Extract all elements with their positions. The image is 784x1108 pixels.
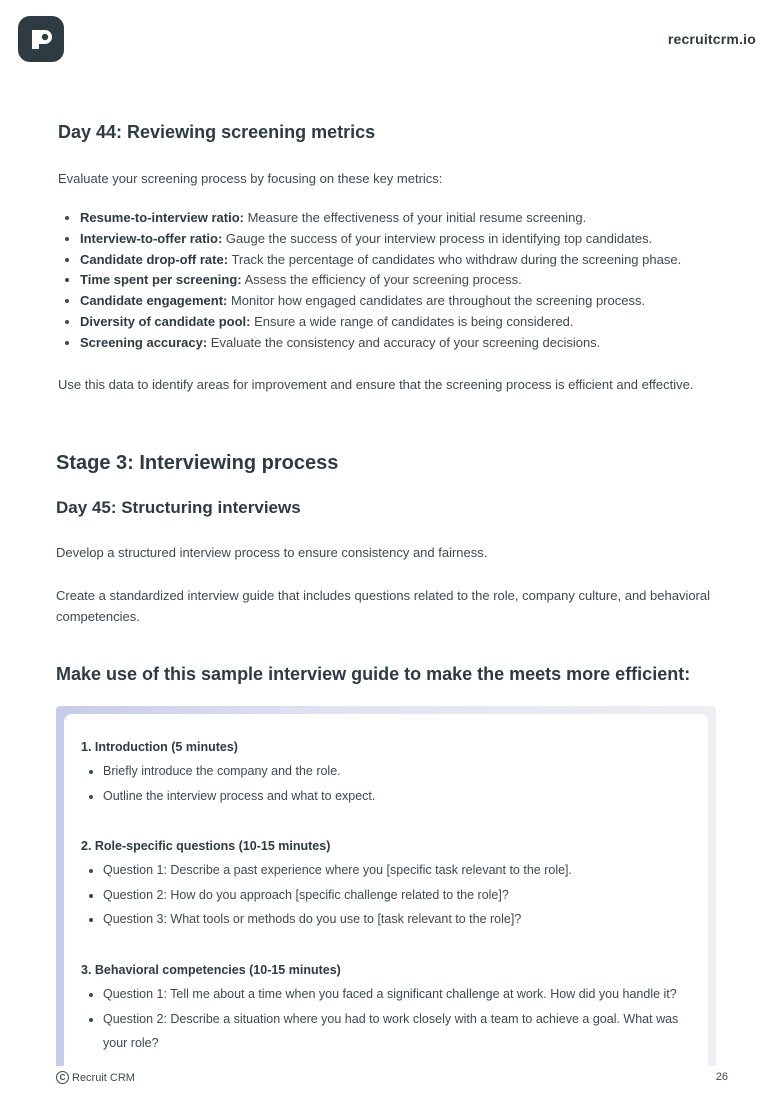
metric-term: Diversity of candidate pool:: [80, 313, 251, 329]
list-item: • Question 1: Describe a past experience where you [specific task relevant to the role].: [103, 858, 703, 883]
list-item: • Question 2: Describe a situation where you had to work closely with a team to achieve a goal. What was your role?: [103, 1007, 703, 1056]
list-item: [80, 312, 770, 333]
metric-term: Screening accuracy:: [80, 334, 208, 350]
metric-desc: Ensure a wide range of candidates is being considered.: [250, 313, 574, 329]
list-item: • Question 1: Tell me about a time when you faced a significant challenge at work. How did you handle it?: [103, 982, 703, 1007]
metric-term: Candidate engagement:: [80, 293, 228, 309]
day44-title: Day 44: Reviewing screening metrics: [58, 122, 376, 142]
recruitcrm-logo: [18, 16, 64, 62]
metric-term: Resume-to-interview ratio:: [80, 210, 244, 225]
list-item: [80, 333, 770, 354]
day45-paragraph-1: Develop a structured interview process to ensure consistency and fairness.: [56, 545, 488, 560]
list-item: [80, 250, 770, 271]
metrics-list: [58, 208, 770, 354]
guide-heading: Make use of this sample interview guide to make the meets more efficient:: [56, 664, 691, 684]
page-number: 26: [715, 1071, 728, 1083]
list-item: [80, 208, 770, 229]
day44-intro: Evaluate your screening process by focusing on these key metrics:: [58, 171, 443, 186]
guide-section-title: 1. Introduction (5 minutes): [81, 740, 238, 754]
list-item: • Question 2: How do you approach [specific challenge related to the role]?: [103, 883, 703, 908]
guide-section-title: 3. Behavioral competencies (10-15 minutes): [81, 963, 341, 977]
guide-section-list: [81, 858, 703, 932]
interview-guide-box: [56, 706, 716, 1066]
guide-section-list: [81, 982, 703, 1056]
recruitcrm-logo-icon: [18, 16, 64, 62]
list-item: • Outline the interview process and what to expect.: [103, 784, 703, 809]
guide-section-list: [81, 759, 703, 808]
day45-paragraph-2: Create a standardized interview guide that includes questions related to the role, company culture, and behavioral competencies.: [56, 588, 711, 624]
metric-term: Candidate drop-off rate:: [80, 251, 229, 267]
footer-company: [56, 1071, 135, 1084]
metric-desc: Measure the effectiveness of your initial resume screening.: [243, 210, 587, 225]
list-item: • Question 3: What tools or methods do you use to [task relevant to the role]?: [103, 907, 703, 932]
list-item: • Briefly introduce the company and the role.: [103, 759, 703, 784]
copyright-icon: C: [56, 1071, 69, 1084]
metric-desc: Gauge the success of your interview process in identifying top candidates.: [222, 230, 653, 246]
list-item: [80, 270, 770, 291]
footer-company-name: Recruit CRM: [72, 1071, 135, 1084]
guide-section-title: 2. Role-specific questions (10-15 minutes): [81, 839, 331, 853]
metric-desc: Assess the efficiency of your screening process.: [241, 272, 522, 288]
stage3-title: Stage 3: Interviewing process: [56, 452, 339, 474]
list-item: [80, 229, 770, 250]
interview-guide-content: [64, 714, 708, 1066]
day45-title: Day 45: Structuring interviews: [56, 498, 301, 517]
metric-desc: Monitor how engaged candidates are throughout the screening process.: [227, 293, 646, 309]
metric-term: Time spent per screening:: [80, 272, 242, 288]
day44-outro: Use this data to identify areas for improvement and ensure that the screening process is efficient and effective.: [58, 377, 694, 392]
metric-term: Interview-to-offer ratio:: [80, 230, 223, 246]
list-item: [80, 291, 770, 312]
metric-desc: Evaluate the consistency and accuracy of your screening decisions.: [207, 334, 601, 350]
brand-name: recruitcrm.io: [667, 31, 756, 47]
metric-desc: Track the percentage of candidates who withdraw during the screening phase.: [228, 251, 682, 267]
